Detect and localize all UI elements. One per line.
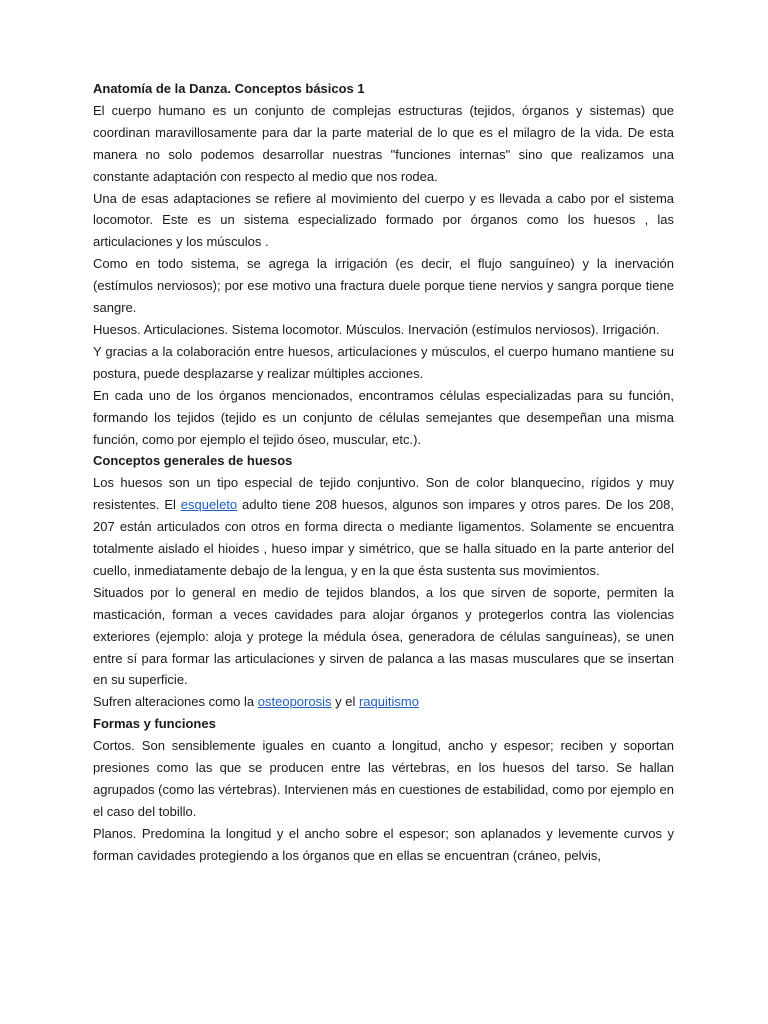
heading-forms-functions: Formas y funciones	[93, 716, 216, 732]
paragraph-irrigation: Como en todo sistema, se agrega la irrigación (es decir, el flujo sanguíneo) y la inervación (estímulos nerviosos); por ese motivo una fractura duele porque tiene nervios y sangra porque tiene sangre.	[93, 256, 674, 316]
paragraph-bones-text-a: Los huesos son un tipo especial de tejido conjuntivo. Son de color blanquecino, rígidos y muy resistentes. El	[93, 475, 674, 513]
paragraph-collaboration: Y gracias a la colaboración entre huesos, articulaciones y músculos, el cuerpo humano mantiene su postura, puede desplazarse y realizar múltiples acciones.	[93, 343, 674, 381]
paragraph-soft-tissues: Situados por lo general en medio de tejidos blandos, a los que sirven de soporte, permiten la masticación, forman a veces cavidades para alojar órganos y protegerlos contra las violencias exteriores (ejemplo: aloja y protege la médula ósea, generadora de células sanguíneas), se unen entre sí para formar las articulaciones y sirven de palanca a las masas musculares que se insertan en su superficie.	[93, 584, 674, 688]
link-esqueleto[interactable]: esqueleto	[180, 497, 238, 513]
link-raquitismo[interactable]: raquitismo	[358, 694, 419, 710]
heading-bones-general: Conceptos generales de huesos	[93, 453, 293, 469]
link-osteoporosis[interactable]: osteoporosis	[257, 694, 332, 710]
paragraph-intro: El cuerpo humano es un conjunto de complejas estructuras (tejidos, órganos y sistemas) que coordinan maravillosamente para dar la parte material de lo que es el milagro de la vida. De esta manera no solo podemos desarrollar nuestras "funciones internas" sino que realizamos una constante adaptación con respecto al medio que nos rodea.	[93, 102, 674, 184]
paragraph-alterations-text-b: y el	[331, 694, 359, 710]
paragraph-bones-text-b: adulto tiene 208 huesos, algunos son impares y otros pares. De los 208, 207 están articulados con otros en forma directa o mediante ligamentos. Solamente se encuentra totalmente aislado el hioides , hueso impar y simétrico, que se halla situado en la parte anterior del cuello, inmediatamente debajo de la lengua, y en la que ésta sustenta sus movimientos.	[93, 497, 674, 578]
document-page	[93, 78, 674, 867]
paragraph-alterations-text-a: Sufren alteraciones como la	[93, 694, 258, 710]
paragraph-keywords: Huesos. Articulaciones. Sistema locomotor. Músculos. Inervación (estímulos nerviosos). Irrigación.	[93, 321, 660, 337]
paragraph-tissues: En cada uno de los órganos mencionados, encontramos células especializadas para su función, formando los tejidos (tejido es un conjunto de células semejantes que desempeñan una misma función, como por ejemplo el tejido óseo, muscular, etc.).	[93, 387, 674, 447]
paragraph-short-bones: Cortos. Son sensiblemente iguales en cuanto a longitud, ancho y espesor; reciben y soportan presiones como las que se producen entre las vértebras, en los huesos del tarso. Se hallan agrupados (como las vértebras). Intervienen más en cuestiones de estabilidad, como por ejemplo en el caso del tobillo.	[93, 738, 674, 819]
paragraph-bones	[93, 472, 674, 582]
paragraph-alterations	[93, 691, 674, 713]
paragraph-flat-bones: Planos. Predomina la longitud y el ancho sobre el espesor; son aplanados y levemente curvos y forman cavidades protegiendo a los órganos que en ellas se encuentran (cráneo, pelvis,	[93, 825, 674, 863]
paragraph-locomotor: Una de esas adaptaciones se refiere al movimiento del cuerpo y es llevada a cabo por el sistema locomotor. Este es un sistema especializado formado por órganos como los huesos , las articulaciones y los músculos .	[93, 190, 674, 250]
document-title: Anatomía de la Danza. Conceptos básicos 1	[93, 81, 365, 96]
